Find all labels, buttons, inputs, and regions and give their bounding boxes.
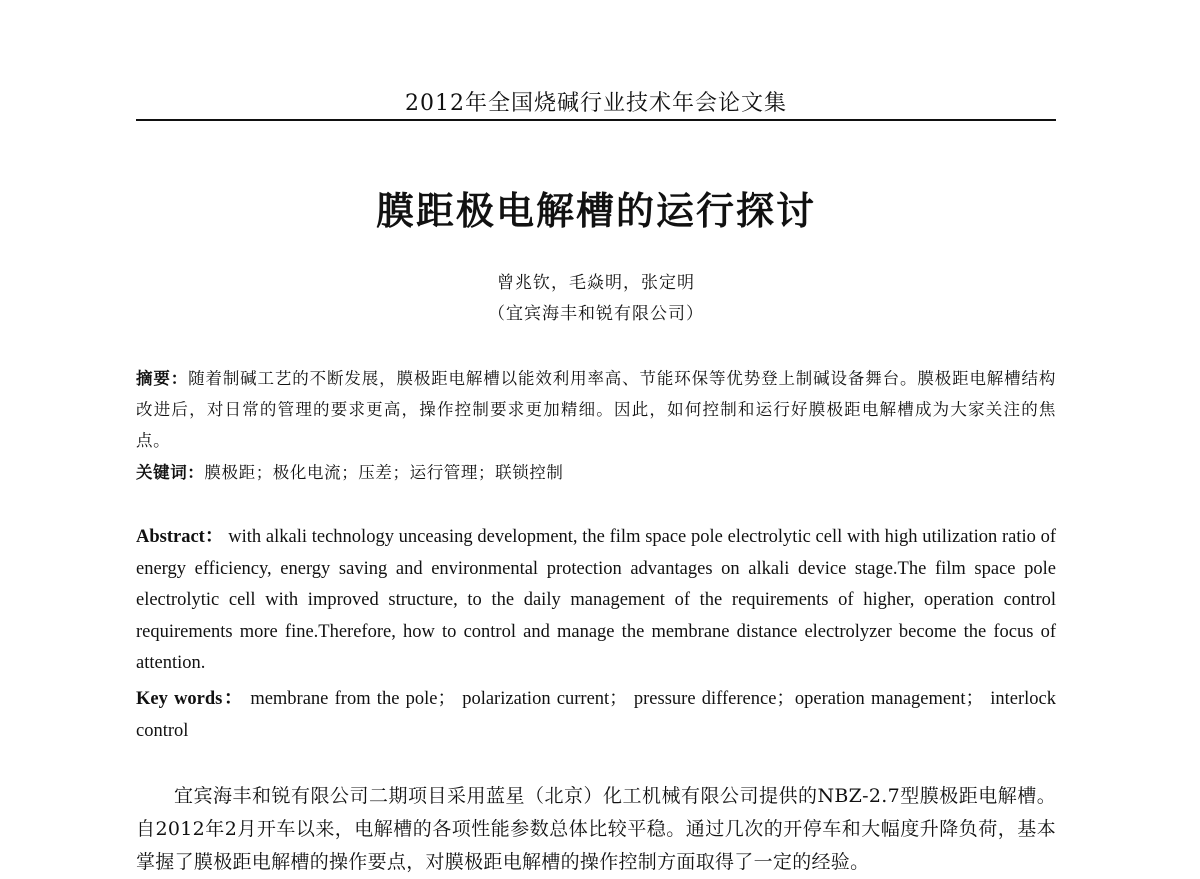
abstract-english (136, 522, 1056, 680)
keywords-english-text: membrane from the pole； polarization current； pressure difference；operation management； interlock control (136, 689, 1056, 741)
body-paragraph: 宜宾海丰和锐有限公司二期项目采用蓝星（北京）化工机械有限公司提供的NBZ-2.7型膜极距电解槽。自2012年2月开车以来，电解槽的各项性能参数总体比较平稳。通过几次的开停车和大幅度升降负荷，基本掌握了膜极距电解槽的操作要点，对膜极距电解槽的操作控制方面取得了一定的经验。 (136, 785, 1056, 873)
keywords-chinese-text: 膜极距；极化电流；压差；运行管理；联锁控制 (204, 463, 564, 482)
paper-title: 膜距极电解槽的运行探讨 (375, 189, 816, 233)
keywords-chinese (136, 459, 1056, 483)
header-rule (136, 119, 1056, 121)
abstract-english-label: Abstract： (136, 527, 224, 547)
abstract-chinese (136, 363, 1056, 456)
keywords-chinese-label: 关键词： (136, 463, 205, 482)
keywords-english (136, 684, 1056, 747)
abstract-chinese-text: 随着制碱工艺的不断发展，膜极距电解槽以能效利用率高、节能环保等优势登上制碱设备舞台。膜极距电解槽结构改进后，对日常的管理的要求更高，操作控制要求更加精细。因此，如何控制和运行好膜极距电解槽成为大家关注的焦点。 (136, 369, 1056, 450)
abstract-chinese-label: 摘要： (136, 369, 189, 388)
paper-authors: 曾兆钦，毛焱明，张定明 (497, 273, 695, 293)
keywords-english-label: Key words： (136, 689, 245, 709)
running-header: 2012年全国烧碱行业技术年会论文集 (405, 91, 787, 116)
abstract-english-text: with alkali technology unceasing development, the film space pole electrolytic cell with high utilization ratio of energy efficiency, energy saving and environmental protection advantages on alkali device stage.The film space pole electrolytic cell with improved structure, to the daily management of the requirements of higher, operation control requirements more fine.Therefore, how to control and manage the membrane distance electrolyzer become the focus of attention. (136, 527, 1056, 673)
paper-affiliation: （宜宾海丰和锐有限公司） (488, 304, 704, 324)
